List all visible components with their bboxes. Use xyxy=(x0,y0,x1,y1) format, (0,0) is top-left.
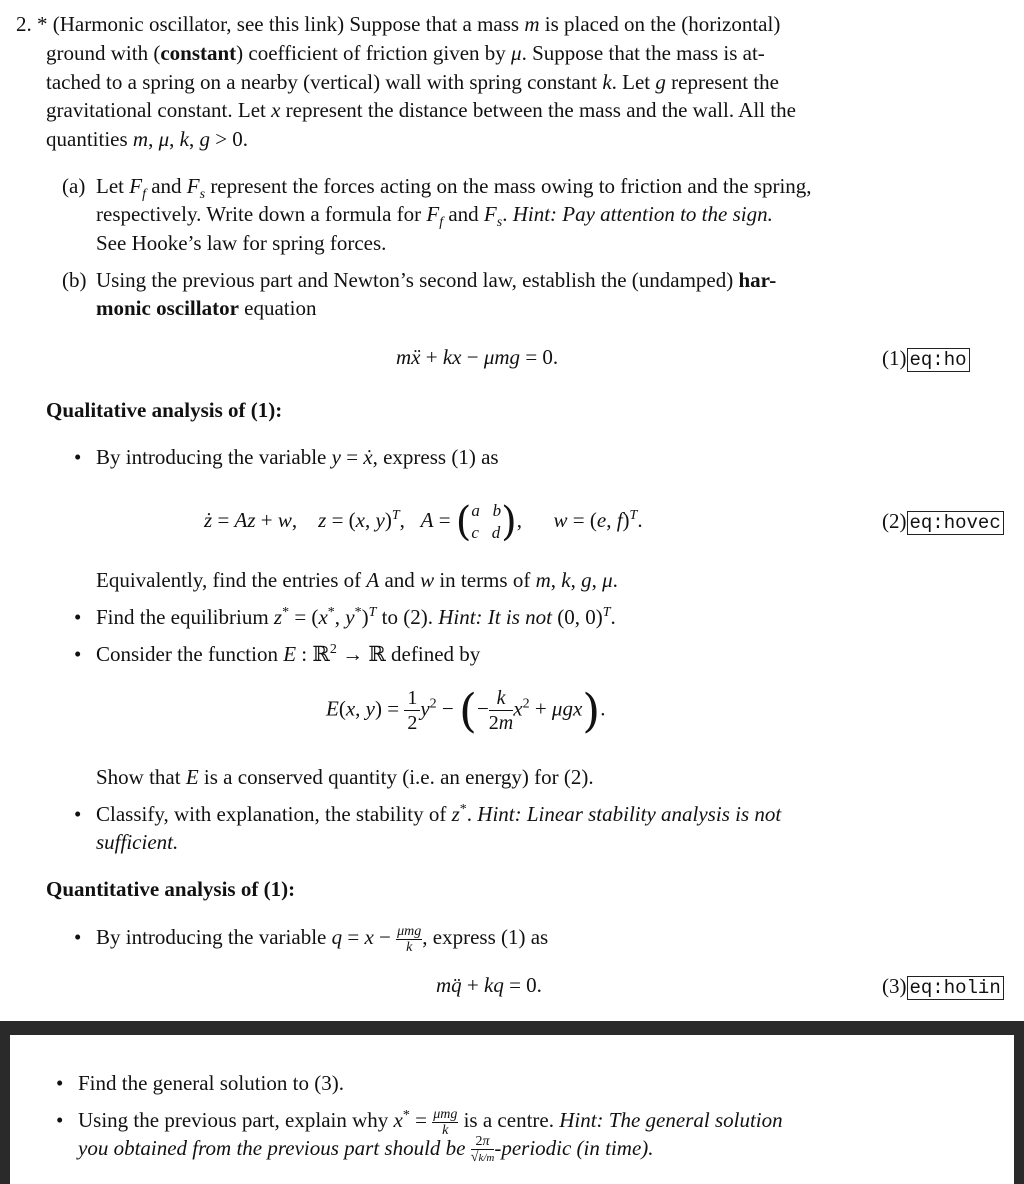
problem-number-line: 2. * (Harmonic oscillator, see this link) Suppose that a mass m is placed on the (horizontal) xyxy=(16,12,781,36)
intro-line-1: (Harmonic oscillator, see this link) Suppose that a mass xyxy=(52,12,525,36)
equation-1: mẍ + kx − μmg = 0. xyxy=(396,345,559,369)
equation-2: ż = Az + w, z = (x, y)$^T$, A = ( a b c d ), w = (e, f)$^T$. xyxy=(204,499,643,545)
lower-bullet-2: Using the previous part, explain why x* = $\frac{\text{μmg}}{k}$ is a centre. Hint: The general solution xyxy=(78,1106,783,1138)
intro-line-4: gravitational constant. Let x represent the distance between the mass and the wall. All the xyxy=(46,98,796,122)
page-margin xyxy=(0,0,6,1021)
part-a-hint: Hint: Pay attention to the sign. xyxy=(512,202,773,226)
intro-line-5: quantities m, μ, k, g > 0. xyxy=(46,127,249,151)
qual-bullet-4: Classify, with explanation, the stability of z*. Hint: Linear stability analysis is not xyxy=(96,802,782,826)
eq-tag-holin: eq:holin xyxy=(907,976,1004,1000)
section-divider xyxy=(0,1021,1024,1035)
lower-bullet-1: Find the general solution to (3). xyxy=(78,1071,344,1095)
bullet-dot: • xyxy=(74,802,82,826)
part-a-line-2: respectively. Write down a formula for $F_f$ and $F_s$. Hint: Pay attention to the sign. xyxy=(96,202,773,231)
lower-bullet-2-cont: you obtained from the previous part should be $\frac{2\pi}{√k/m}$ -periodic (in time). xyxy=(78,1134,654,1166)
equation-2-label: (2) eq:hovec xyxy=(882,507,1004,537)
quant-bullet-1: By introducing the variable q = x − $\frac{\text{μmg}}{k}$ , express (1) as xyxy=(96,923,549,955)
part-b-line-1: Using the previous part and Newton’s second law, establish the (undamped) har- xyxy=(96,268,777,292)
equation-3: mq̈ + kq = 0. xyxy=(436,973,542,997)
equation-1-label: (1) eq:ho xyxy=(882,344,970,374)
bullet-dot: • xyxy=(74,925,82,949)
part-b-label: (b) xyxy=(62,268,87,292)
eq-tag-ho: eq:ho xyxy=(907,348,970,372)
equivalently-line: Equivalently, find the entries of A and w in terms of m, k, g, μ. xyxy=(96,568,618,592)
intro-line-2: ground with (constant) coefficient of friction given by μ. Suppose that the mass is at- xyxy=(46,41,765,65)
energy-equation: E(x, y) = $\frac{1}{2}$ $y^2$ − (− $\frac{k}{2m}$ $x^2 + \mu gx$). xyxy=(326,683,606,738)
bullet-dot: • xyxy=(56,1108,64,1132)
part-a-line-1: Let $F_f$ and $F_s$ represent the forces acting on the mass owing to friction and the spring, xyxy=(96,174,812,203)
qual-bullet-1: By introducing the variable y = ẋ, express (1) as xyxy=(96,445,499,469)
qualitative-heading: Qualitative analysis of (1): xyxy=(46,398,283,422)
quantitative-heading: Quantitative analysis of (1): xyxy=(46,877,296,901)
problem-number: 2. xyxy=(16,12,32,36)
qual-bullet-2: Find the equilibrium z* = (x*, y*)$^T$ to (2). Hint: It is not (0, 0)$^T$. xyxy=(96,605,616,629)
part-b-line-2: monic oscillator equation xyxy=(96,296,317,320)
qual-bullet-4-cont: sufficient. xyxy=(96,830,179,854)
star-marker: * xyxy=(37,12,48,36)
bullet-dot: • xyxy=(74,605,82,629)
qual-bullet-3: Consider the function E : ℝ$^2$ → ℝ defined by xyxy=(96,642,481,666)
equation-3-label: (3) eq:holin xyxy=(882,972,1004,1002)
lower-panel xyxy=(10,1035,1014,1184)
bullet-dot: • xyxy=(74,445,82,469)
eq-tag-hovec: eq:hovec xyxy=(907,511,1004,535)
bullet-dot: • xyxy=(74,642,82,666)
part-a-label: (a) xyxy=(62,174,86,198)
part-a-line-3: See Hooke’s law for spring forces. xyxy=(96,231,387,255)
conserved-line: Show that E is a conserved quantity (i.e. an energy) for (2). xyxy=(96,765,594,789)
bullet-dot: • xyxy=(56,1071,64,1095)
intro-line-3: tached to a spring on a nearby (vertical) wall with spring constant k. Let g represent the xyxy=(46,70,780,94)
bold-constant: constant xyxy=(160,41,237,65)
